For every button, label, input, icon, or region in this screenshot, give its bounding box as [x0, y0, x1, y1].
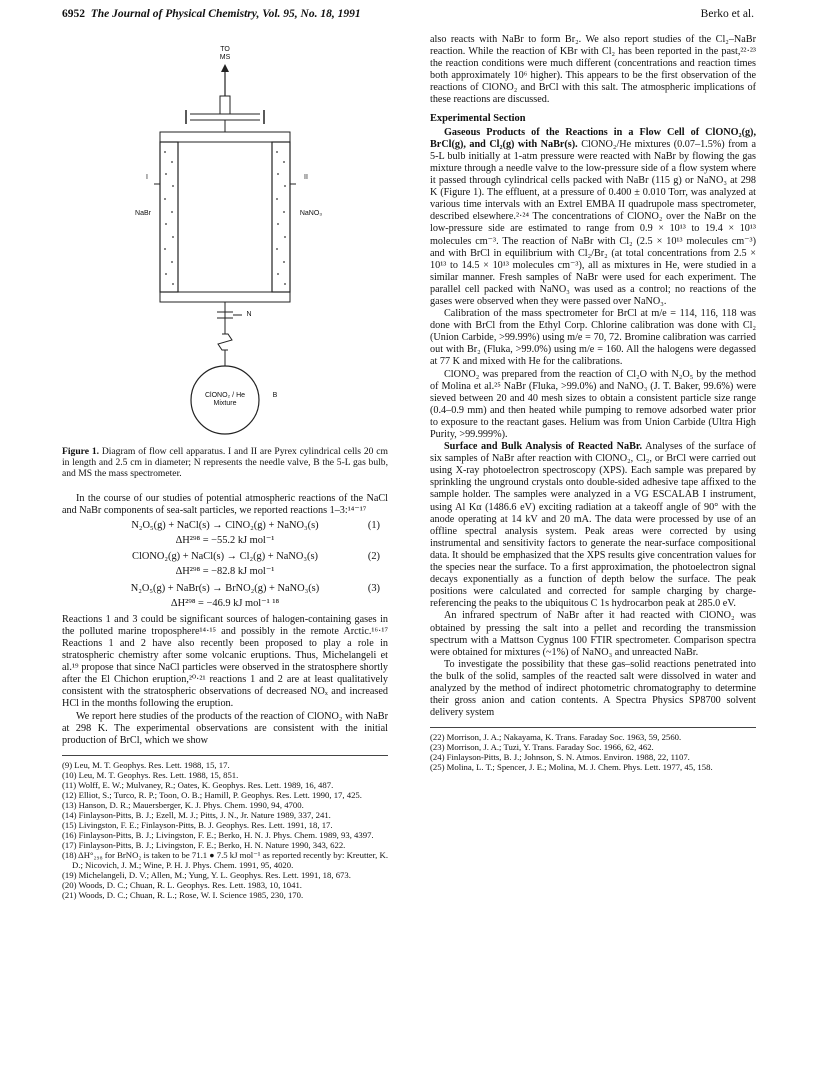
section-heading: Experimental Section — [430, 112, 526, 124]
reaction-number: (3) — [367, 582, 380, 594]
subsection-heading: Surface and Bulk Analysis of Reacted NaBr. — [444, 441, 642, 453]
footnote: (25) Molina, L. T.; Spencer, J. E.; Molina, M. J. Chem. Phys. Lett. 1977, 45, 158. — [430, 762, 713, 773]
reaction-equation: ClONO₂(g) + NaCl(s) → Cl₂(g) + NaNO₃(s) — [132, 551, 318, 563]
paragraph: In the course of our studies of potential atmospheric reactions of the NaCl and NaBr components of sea-salt particles, we reported reactions 1–3:¹⁴⁻¹⁷ — [62, 493, 388, 517]
gas-bulb-area — [62, 362, 388, 440]
footnote: (22) Morrison, J. A.; Nakayama, K. Trans. Faraday Soc. 1963, 59, 2560. — [430, 732, 682, 743]
reaction-3 — [62, 583, 388, 595]
reaction-equation: N₂O₅(g) + NaBr(s) → BrNO₂(g) + NaNO₃(s) — [130, 582, 320, 594]
paragraph-text: Analyses of the surface of six samples of NaBr after reaction with ClONO₂, Cl₂, or BrCl were carried out using X-ray photoelectron spectroscopy (XPS). Each sample was prepared by sprinkling the unground crystals onto double-sided adhesive tape affixed to the sample holder. The samples were analyzed in a VG ESCALAB I instrument, using Al Kα (1486.6 eV) exciting radiation at a takeoff angle of 90° with the anode operating at 14 kV and 20 mA. The data were processed by use of an offline spectral analysis system. Peak areas were corrected by using instrumental and sensitivity factors to generate the near-surface compositional data. It should be emphasized that the XPS results give concentration values for the species near the surface. To a first approximation, the photoelectron signal decays exponentially as a function of depth below the surface. The peak positions were calculated and corrected for sample charging by charge-referencing the peaks to the ubiquitous C 1s hydrocarbon peak at 285.0 eV. — [430, 441, 756, 610]
right-column — [430, 34, 756, 772]
figure-caption — [62, 446, 388, 479]
enthalpy-3: ΔH²⁹⁸ = −46.9 kJ mol⁻¹ ¹⁸ — [170, 597, 280, 609]
footnotes-left — [62, 760, 388, 900]
paragraph: also reacts with NaBr to form Br₂. We also report studies of the Cl₂–NaBr reaction. While the reaction of KBr with Cl₂ has been reported in the past,²²·²³ the reaction conditions were much different (concentrations and reaction times both approximately 10⁶ higher). This appears to be the first observation of the reactions of ClONO₂ and BrCl with this salt. The atmospheric implications of these reactions are discussed. — [430, 34, 756, 106]
stopcock — [218, 334, 232, 350]
label-to-ms: TO MS — [219, 46, 231, 61]
paragraph: ClONO₂ was prepared from the reaction of Cl₂O with N₂O₅ by the method of Molina et al.²⁵ NaBr (Fluka, >99.0%) and NaNO₃ (J. T. Baker, 99.6%) were sieved between 20 and 40 mesh sizes to obtain a consistent particle size range (0.4–0.9 mm) and then heated while pumping to remove adsorbed water prior to exposure to the reactant gases. Helium was from Union Carbide (Ultra High Purity, >99.999%). — [430, 368, 756, 440]
enthalpy-1: ΔH²⁹⁸ = −55.2 kJ mol⁻¹ — [175, 535, 275, 547]
paragraph — [430, 441, 756, 610]
upper-crossbar — [160, 132, 290, 142]
lower-crossbar — [160, 292, 290, 302]
left-column — [62, 34, 388, 900]
caption-text: Diagram of flow cell apparatus. I and II are Pyrex cylindrical cells 20 cm in length and 2.5 cm in diameter; N represents the needle valve, B the 5-L gas bulb, and MS the mass spectrometer. — [62, 446, 388, 479]
footnote: (14) Finlayson-Pitts, B. J.; Ezell, M. J.; Pitts, J. N., Jr. Nature 1989, 337, 241. — [62, 809, 331, 820]
footnote: (10) Leu, M. T. Geophys. Res. Lett. 1988, 15, 851. — [62, 769, 239, 780]
footnote: (18) ΔH°₂₉₈ for BrNO₂ is taken to be 71.1 ● 7.5 kJ mol⁻¹ as reported recently by: Kreutter, K. D.; Nicovich, J. M.; Wine, P. H. J. Phys. Chem. 1991, 95, 4020. — [62, 849, 388, 870]
arrow-up-icon — [221, 64, 229, 72]
caption-label: Figure 1. — [62, 446, 100, 457]
paragraph-text: ClONO₂/He mixtures (0.07–1.5%) from a 5-L bulb initially at 1-atm pressure were reacted with NaBr by flowing the gas mixture through a needle valve to the low-pressure side of a flow system where it passed through cylindrical cells packed with NaBr (115 g) or NaNO₃ at 298 K (Figure 1). The effluent, at a pressure of 0.400 ± 0.010 Torr, was analyzed at various time intervals with an Extrel EMBA II quadrupole mass spectrometer, described elsewhere.²·²⁴ The concentrations of ClONO₂ over the NaBr on the low-pressure side are estimated to range from 0.9 × 10¹³ to 19.4 × 10¹³ molecules cm⁻³. The reaction of NaBr with Cl₂ (2.5 × 10¹³ molecules cm⁻³) and with BrCl in equilibrium with Cl₂/Br₂ (at total concentrations from 2.5 × 10¹³ to 14.5 × 10¹³ molecules cm⁻³), all as mixtures in He, were studied in a similar manner. Fresh samples of NaBr were used for each experiment. The parallel cell packed with NaNO₃ was used as a control; no reactions of the gases were observed when they were passed over NaNO₃. — [430, 138, 756, 307]
paragraph: Reactions 1 and 3 could be significant sources of halogen-containing gases in the polluted marine troposphere¹⁴·¹⁵ and possibly in the remote Arctic.¹⁶·¹⁷ Reactions 1 and 2 have also recently been proposed to play a role in stratospheric chemistry after some volcanic eruptions. Thus, Michelangeli et al.¹⁹ propose that since NaCl particles were observed in the stratosphere shortly after the El Chichon eruption,²⁰·²¹ reactions 1 and 2 are at least qualitatively consistent with the stratospheric observations of decreased NOₓ and increased HCl in the months following the eruption. — [62, 613, 388, 710]
footnote-rule — [430, 727, 756, 728]
footnote: (11) Wolff, E. W.; Mulvaney, R.; Oates, K. Geophys. Res. Lett. 1989, 16, 487. — [62, 779, 334, 790]
paragraph — [430, 127, 756, 308]
figure-1 — [62, 34, 388, 364]
footnote: (13) Hanson, D. R.; Mauersberger, K. J. Phys. Chem. 1990, 94, 4700. — [62, 799, 304, 810]
paragraph: Calibration of the mass spectrometer for BrCl at m/e = 114, 116, 118 was done with BrCl from the Ethyl Corp. Chlorine calibration was done with Cl₂ (Union Carbide, >99.99%) using m/e = 70, 72. Bromine calibration was carried out with Br₂ (Fluka, >99.0%) using m/e = 160. All the halogens were degassed at 77 K and mixed with He for the calibrations. — [430, 308, 756, 368]
top-joint — [220, 96, 230, 114]
label-B: B — [272, 392, 278, 399]
bulb-label: ClONO₂ / He Mixture — [204, 392, 246, 407]
footnote: (19) Michelangeli, D. V.; Allen, M.; Yung, Y. L. Geophys. Res. Lett. 1991, 18, 673. — [62, 869, 351, 880]
label-cell-I: I — [146, 174, 148, 181]
label-nabr: NaBr — [135, 210, 151, 217]
header-authors: Berko et al. — [700, 8, 754, 20]
reaction-number: (2) — [367, 551, 380, 563]
flow-cell-diagram — [62, 34, 388, 364]
footnote: (24) Finlayson-Pitts, B. J.; Johnson, S. N. Atmos. Environ. 1988, 22, 1107. — [430, 752, 690, 763]
paragraph: To investigate the possibility that these gas–solid reactions penetrated into the bulk of the solid, samples of the reacted salt were dissolved in water and analyzed by the method of indirect photometric chromatography to determine their gross anion and cation contents. A Spectra Physics SP8700 solvent delivery system — [430, 658, 756, 719]
label-cell-II: II — [304, 174, 308, 181]
footnote: (23) Morrison, J. A.; Tuzi, Y. Trans. Faraday Soc. 1966, 62, 462. — [430, 742, 654, 753]
paragraph: We report here studies of the products of the reaction of ClONO₂ with NaBr at 298 K. The experimental observations are consistent with the initial production of BrCl, which we show — [62, 710, 388, 746]
journal-title: The Journal of Physical Chemistry, Vol. 95, No. 18, 1991 — [90, 8, 361, 20]
running-header — [62, 8, 754, 26]
footnote: (12) Elliot, S.; Turco, R. P.; Toon, O. B.; Hamill, P. Geophys. Res. Lett. 1990, 17, 425. — [62, 789, 362, 800]
cell-I — [160, 142, 178, 292]
enthalpy-2: ΔH²⁹⁸ = −82.8 kJ mol⁻¹ — [175, 566, 275, 578]
cell-II — [272, 142, 290, 292]
footnote: (21) Woods, D. C.; Chuan, R. L.; Rose, W. I. Science 1985, 230, 170. — [62, 889, 304, 900]
page-number: 6952 — [62, 8, 85, 20]
paragraph: An infrared spectrum of NaBr after it had reacted with ClONO₂ was obtained by pressing the salt into a pellet and recording the transmission spectrum with a Mattson Cygnus 100 FTIR spectrometer. Comparison spectra were obtained for mixtures (~1%) of NaNO₃ and unreacted NaBr. — [430, 610, 756, 658]
footnote: (15) Livingston, F. E.; Finlayson-Pitts, B. J. Geophys. Res. Lett. 1991, 18, 17. — [62, 819, 333, 830]
footnotes-right — [430, 732, 756, 772]
label-N: N — [246, 311, 252, 318]
footnote: (16) Finlayson-Pitts, B. J.; Livingston, F. E.; Berko, H. N. J. Phys. Chem. 1989, 93, 4397. — [62, 829, 374, 840]
reaction-2 — [62, 551, 388, 563]
label-nano3: NaNO₃ — [299, 210, 323, 217]
reaction-equation: N₂O₅(g) + NaCl(s) → ClNO₂(g) + NaNO₃(s) — [131, 520, 319, 532]
footnote: (9) Leu, M. T. Geophys. Res. Lett. 1988, 15, 17. — [62, 759, 230, 770]
reaction-number: (1) — [367, 520, 380, 532]
packing-dots — [164, 151, 286, 285]
reaction-1 — [62, 520, 388, 532]
footnote: (17) Finlayson-Pitts, B. J.; Livingston, F. E.; Berko, H. N. Nature 1990, 343, 622. — [62, 839, 346, 850]
header-left — [62, 8, 361, 20]
footnote-rule — [62, 755, 388, 756]
footnote: (20) Woods, D. C.; Chuan, R. L. Geophys. Res. Lett. 1983, 10, 1041. — [62, 879, 302, 890]
subsection-heading: Gaseous Products of the Reactions in a Flow Cell of ClONO₂(g), BrCl(g), and Cl₂(g) with NaBr(s). — [430, 126, 756, 150]
